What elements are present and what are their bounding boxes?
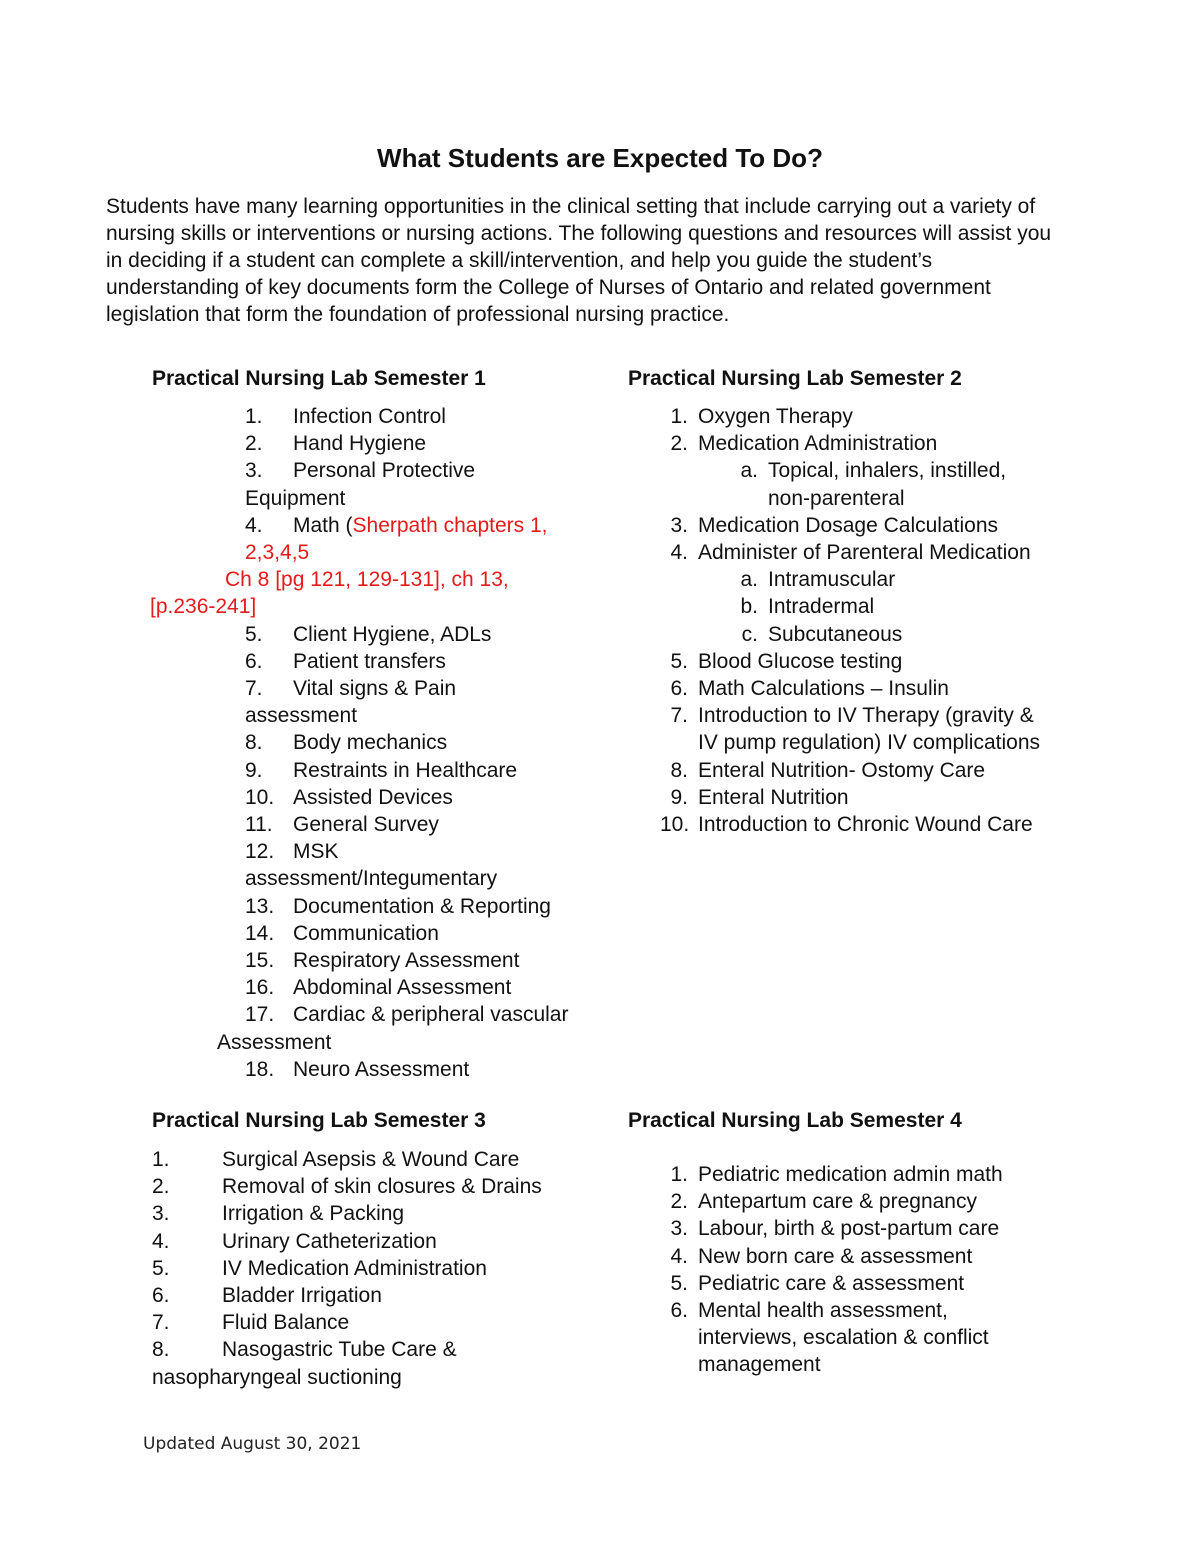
item-number: 7. [152, 1311, 170, 1335]
list-item [150, 1056, 620, 1083]
list-item [150, 757, 620, 784]
item-number: 2. [670, 1190, 688, 1214]
item-text: Client Hygiene, ADLs [293, 622, 492, 646]
item-text: Urinary Catheterization [222, 1229, 437, 1253]
updated-date: Updated August 30, 2021 [143, 1434, 362, 1454]
item-text-continued: non-parenteral [768, 486, 905, 510]
item-reference: Sherpath chapters 1, [352, 513, 548, 537]
list-item [150, 512, 620, 539]
item-number: 1. [670, 1163, 688, 1186]
item-number: a. [740, 568, 758, 592]
list-item [150, 974, 620, 1001]
list-item [660, 1215, 1100, 1242]
list-item [150, 403, 620, 430]
semester-4-heading: Practical Nursing Lab Semester 4 [628, 1109, 962, 1132]
item-number: b. [740, 595, 758, 619]
list-item [150, 648, 620, 675]
list-item [150, 947, 620, 974]
list-item [660, 1297, 1100, 1324]
item-number: 6. [245, 649, 263, 673]
item-text: Labour, birth & post-partum care [698, 1217, 1000, 1241]
list-item [660, 648, 1100, 675]
item-text: Vital signs & Pain [293, 677, 457, 701]
item-number: c. [741, 622, 758, 646]
item-text: Hand Hygiene [293, 432, 427, 456]
list-item [660, 675, 1100, 702]
item-text: Enteral Nutrition [698, 785, 849, 809]
item-number: 7. [245, 677, 263, 701]
list-item [660, 1161, 1100, 1188]
item-number: 11. [245, 813, 273, 837]
item-text: Antepartum care & pregnancy [698, 1190, 977, 1214]
item-text: Oxygen Therapy [698, 405, 853, 428]
sub-list-item [660, 621, 1100, 648]
list-item [660, 702, 1100, 729]
item-number: 1. [670, 405, 688, 428]
item-number: 2. [245, 432, 263, 456]
item-number: 7. [670, 704, 688, 728]
item-number: 3. [152, 1202, 170, 1226]
item-number: 2. [670, 432, 688, 456]
item-number: 4. [670, 541, 688, 565]
list-item [660, 430, 1100, 457]
item-number: a. [740, 459, 758, 483]
item-number: 5. [670, 1271, 688, 1295]
item-text: Pediatric medication admin math [698, 1163, 1003, 1186]
list-item [660, 811, 1100, 838]
item-text: Surgical Asepsis & Wound Care [222, 1148, 520, 1171]
item-text: Respiratory Assessment [293, 949, 520, 973]
sub-list-item [660, 457, 1100, 484]
item-text: Cardiac & peripheral vascular [293, 1003, 569, 1027]
item-text: Administer of Parenteral Medication [698, 541, 1031, 565]
item-number: 3. [245, 459, 263, 483]
item-text: Mental health assessment, [698, 1299, 948, 1323]
list-item [660, 1243, 1100, 1270]
list-item [152, 1228, 612, 1255]
item-text-continued: assessment/Integumentary [245, 867, 498, 891]
item-text-continued: Assessment [217, 1030, 332, 1054]
item-text: Math Calculations – Insulin [698, 677, 949, 701]
item-text: General Survey [293, 813, 439, 837]
list-item [150, 675, 620, 702]
item-text: Medication Dosage Calculations [698, 513, 998, 537]
list-item [150, 784, 620, 811]
list-item [152, 1309, 612, 1336]
item-text: Introduction to IV Therapy (gravity & [698, 704, 1034, 728]
item-number: 4. [152, 1229, 170, 1253]
item-number: 17. [245, 1003, 275, 1027]
list-item [152, 1282, 612, 1309]
item-text: New born care & assessment [698, 1244, 973, 1268]
item-number: 18. [245, 1057, 275, 1081]
list-item [150, 457, 620, 484]
item-text: Personal Protective [293, 459, 476, 483]
semester-2-list [660, 403, 1100, 838]
item-text: Bladder Irrigation [222, 1284, 382, 1308]
list-item [660, 1270, 1100, 1297]
item-number: 8. [245, 731, 263, 755]
list-item [150, 920, 620, 947]
item-number: 3. [670, 513, 688, 537]
item-number: 5. [670, 649, 688, 673]
list-item [150, 1001, 620, 1028]
item-text: Intramuscular [768, 568, 896, 592]
list-item [660, 757, 1100, 784]
item-reference-continued: Ch 8 [pg 121, 129-131], ch 13, [225, 568, 509, 592]
item-number: 9. [670, 785, 688, 809]
item-number: 4. [670, 1244, 688, 1268]
item-number: 8. [670, 758, 688, 782]
semester-3-list [152, 1146, 612, 1391]
page-title: What Students are Expected To Do? [377, 143, 823, 173]
item-number: 10. [245, 785, 275, 809]
item-number: 4. [245, 513, 263, 537]
item-number: 13. [245, 894, 275, 918]
list-item [660, 539, 1100, 566]
item-text: Restraints in Healthcare [293, 758, 518, 782]
item-text: Abdominal Assessment [293, 976, 512, 1000]
item-number: 6. [152, 1284, 170, 1308]
list-item [152, 1146, 612, 1173]
semester-3-heading: Practical Nursing Lab Semester 3 [152, 1109, 486, 1132]
list-item [660, 512, 1100, 539]
item-number: 5. [245, 622, 263, 646]
item-text-continued: IV pump regulation) IV complications [698, 731, 1040, 755]
item-number: 10. [660, 813, 690, 837]
list-item [150, 729, 620, 756]
list-item [660, 1188, 1100, 1215]
item-text: Math ( [293, 513, 353, 537]
item-number: 1. [245, 405, 263, 428]
semester-1-list [150, 403, 620, 1083]
item-number: 16. [245, 976, 275, 1000]
sub-list-item [660, 566, 1100, 593]
list-item [150, 621, 620, 648]
list-item [152, 1173, 612, 1200]
item-text: Intradermal [768, 595, 875, 619]
semester-1-heading: Practical Nursing Lab Semester 1 [152, 367, 486, 390]
item-text-continued: assessment [245, 704, 358, 728]
item-text: Blood Glucose testing [698, 649, 903, 673]
sub-list-item [660, 593, 1100, 620]
item-number: 14. [245, 921, 275, 945]
item-number: 3. [670, 1217, 688, 1241]
item-number: 5. [152, 1256, 170, 1280]
item-text: Neuro Assessment [293, 1057, 470, 1081]
intro-paragraph: Students have many learning opportunities in the clinical setting that include carrying out a variety of nursing skills or interventions or nursing actions. The following questions and resources will assist you in deciding if a student can complete a skill/intervention, and help you guide the student’s understanding of key documents form the College of Nurses of Ontario and related government legislation that form the foundation of professional nursing practice. [106, 195, 1052, 326]
item-number: 2. [152, 1175, 170, 1199]
item-text: Irrigation & Packing [222, 1202, 405, 1226]
item-number: 12. [245, 840, 275, 864]
item-text: Body mechanics [293, 731, 448, 755]
list-item [152, 1336, 612, 1363]
list-item [152, 1255, 612, 1282]
item-text: MSK [293, 840, 339, 864]
semester-2-heading: Practical Nursing Lab Semester 2 [628, 367, 962, 390]
item-text: Introduction to Chronic Wound Care [698, 813, 1033, 837]
list-item [660, 784, 1100, 811]
item-text: Enteral Nutrition- Ostomy Care [698, 758, 986, 782]
item-number: 9. [245, 758, 263, 782]
list-item [150, 430, 620, 457]
item-text-continued: Equipment [245, 486, 346, 510]
item-text: Assisted Devices [293, 785, 453, 809]
item-number: 15. [245, 949, 275, 973]
item-number: 1. [152, 1148, 170, 1171]
item-reference-continued: 2,3,4,5 [245, 541, 310, 565]
item-text-continued: interviews, escalation & conflict [698, 1326, 989, 1350]
item-text-continued: management [698, 1353, 821, 1377]
list-item [152, 1200, 612, 1227]
item-number: 8. [152, 1338, 170, 1362]
list-item [150, 893, 620, 920]
item-number: 6. [670, 677, 688, 701]
item-text: Topical, inhalers, instilled, [768, 459, 1007, 483]
semester-4-list [660, 1161, 1100, 1379]
item-text-continued: nasopharyngeal suctioning [152, 1365, 402, 1389]
item-number: 6. [670, 1299, 688, 1323]
item-reference-continued: [p.236-241] [150, 595, 257, 619]
item-text: Subcutaneous [768, 622, 903, 646]
item-text: Medication Administration [698, 432, 938, 456]
item-text: Nasogastric Tube Care & [222, 1338, 457, 1362]
list-item [150, 811, 620, 838]
item-text: Fluid Balance [222, 1311, 350, 1335]
item-text: IV Medication Administration [222, 1256, 487, 1280]
item-text: Communication [293, 921, 439, 945]
list-item [660, 403, 1100, 430]
item-text: Documentation & Reporting [293, 894, 551, 918]
list-item [150, 838, 620, 865]
item-text: Removal of skin closures & Drains [222, 1175, 542, 1199]
item-text: Pediatric care & assessment [698, 1271, 965, 1295]
item-text: Infection Control [293, 405, 446, 428]
item-text: Patient transfers [293, 649, 446, 673]
